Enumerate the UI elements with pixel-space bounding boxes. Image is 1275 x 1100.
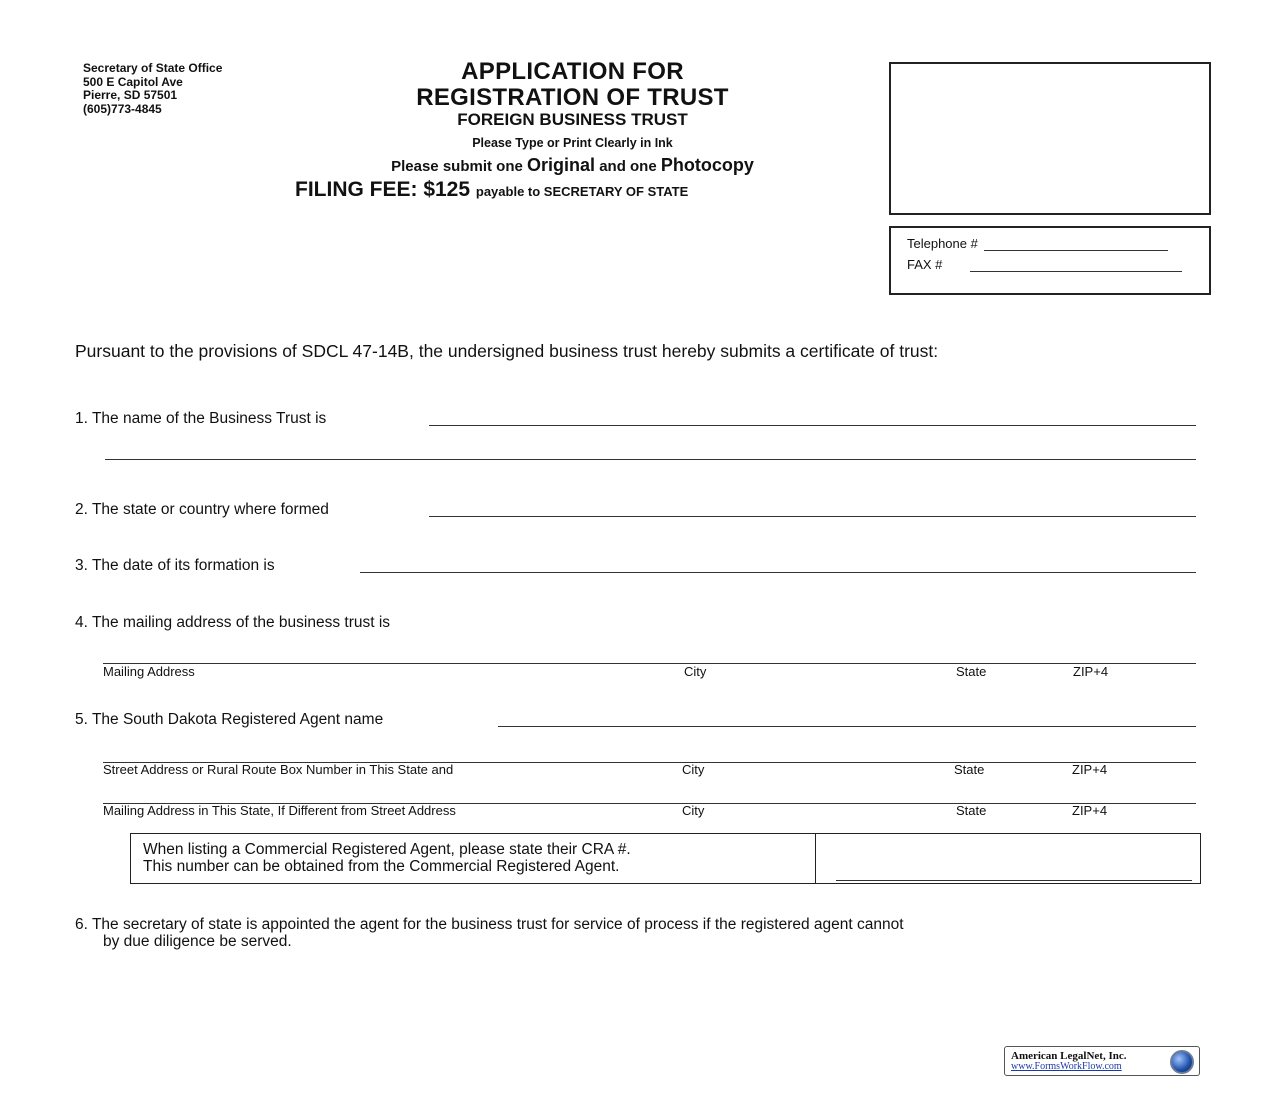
- caption-state: State: [956, 664, 987, 679]
- fax-input[interactable]: [970, 259, 1182, 272]
- cra-instructions: [143, 842, 631, 875]
- mailing-address-input[interactable]: [103, 663, 1196, 664]
- form-title-line1: APPLICATION FOR: [461, 58, 684, 85]
- item4-label: 4. The mailing address of the business trust is: [75, 614, 391, 631]
- formation-date-input[interactable]: [360, 572, 1196, 573]
- cra-divider: [815, 834, 816, 883]
- fax-row: [907, 257, 1182, 272]
- fax-label: FAX #: [907, 257, 943, 272]
- caption-city: City: [682, 803, 705, 818]
- caption-zip: ZIP+4: [1072, 803, 1108, 818]
- item5-label: 5. The South Dakota Registered Agent name: [75, 711, 384, 728]
- fee-payable: payable to SECRETARY OF STATE: [475, 184, 689, 199]
- office-name: Secretary of State Office: [83, 61, 223, 75]
- item6-line1: 6. The secretary of state is appointed the agent for the business trust for service of process if the registered agent cannot: [75, 916, 904, 933]
- telephone-label: Telephone #: [907, 236, 978, 251]
- item6-paragraph: [75, 916, 1205, 950]
- office-street: 500 E Capitol Ave: [83, 74, 183, 89]
- caption-city: City: [684, 664, 707, 679]
- american-legalnet-logo[interactable]: [1004, 1046, 1200, 1076]
- form-title-line2: REGISTRATION OF TRUST: [416, 84, 729, 111]
- item3-label: 3. The date of its formation is: [75, 557, 275, 574]
- form-subtitle: FOREIGN BUSINESS TRUST: [457, 110, 688, 129]
- caption-mailing-in-state: Mailing Address in This State, If Different from Street Address: [103, 803, 456, 818]
- caption-zip: ZIP+4: [1073, 664, 1109, 679]
- office-city: Pierre, SD 57501: [83, 88, 178, 102]
- office-phone: (605)773-4845: [83, 101, 162, 116]
- intro-paragraph: Pursuant to the provisions of SDCL 47-14B, the undersigned business trust hereby submits a certificate of trust:: [75, 341, 939, 361]
- caption-state: State: [954, 762, 985, 777]
- caption-city: City: [682, 762, 705, 777]
- cra-number-input[interactable]: [836, 880, 1192, 881]
- filing-fee: [295, 178, 688, 202]
- agent-name-input[interactable]: [498, 726, 1196, 727]
- type-instruction: Please Type or Print Clearly in Ink: [472, 136, 673, 150]
- submit-photocopy: Photocopy: [660, 155, 754, 175]
- item2-label: 2. The state or country where formed: [75, 501, 329, 518]
- trust-name-input[interactable]: [429, 425, 1196, 426]
- submit-original: Original: [527, 155, 596, 175]
- contact-box: [889, 226, 1211, 295]
- telephone-input[interactable]: [984, 238, 1168, 251]
- submit-instruction: [300, 155, 845, 176]
- caption-zip: ZIP+4: [1072, 762, 1108, 777]
- logo-name: American LegalNet, Inc.: [1011, 1050, 1127, 1062]
- office-use-box: [889, 62, 1211, 215]
- item6-line2: by due diligence be served.: [103, 933, 292, 950]
- caption-mailing-address: Mailing Address: [103, 664, 195, 679]
- cra-line1: When listing a Commercial Registered Agent, please state their CRA #.: [143, 841, 631, 858]
- fee-label: FILING FEE: $125: [295, 178, 471, 201]
- cra-box: [130, 833, 1201, 884]
- caption-street-address: Street Address or Rural Route Box Number in This State and: [103, 762, 454, 777]
- trust-name-input-line2[interactable]: [105, 459, 1196, 460]
- cra-line2: This number can be obtained from the Commercial Registered Agent.: [143, 857, 620, 875]
- office-address: [83, 62, 222, 116]
- submit-pre: Please submit one: [391, 158, 523, 175]
- telephone-row: [907, 236, 1168, 251]
- formation-state-input[interactable]: [429, 516, 1196, 517]
- caption-state: State: [956, 803, 987, 818]
- item1-label: 1. The name of the Business Trust is: [75, 410, 327, 427]
- submit-mid: and one: [599, 158, 657, 175]
- logo-url[interactable]: www.FormsWorkFlow.com: [1011, 1061, 1122, 1072]
- globe-icon: [1170, 1050, 1194, 1074]
